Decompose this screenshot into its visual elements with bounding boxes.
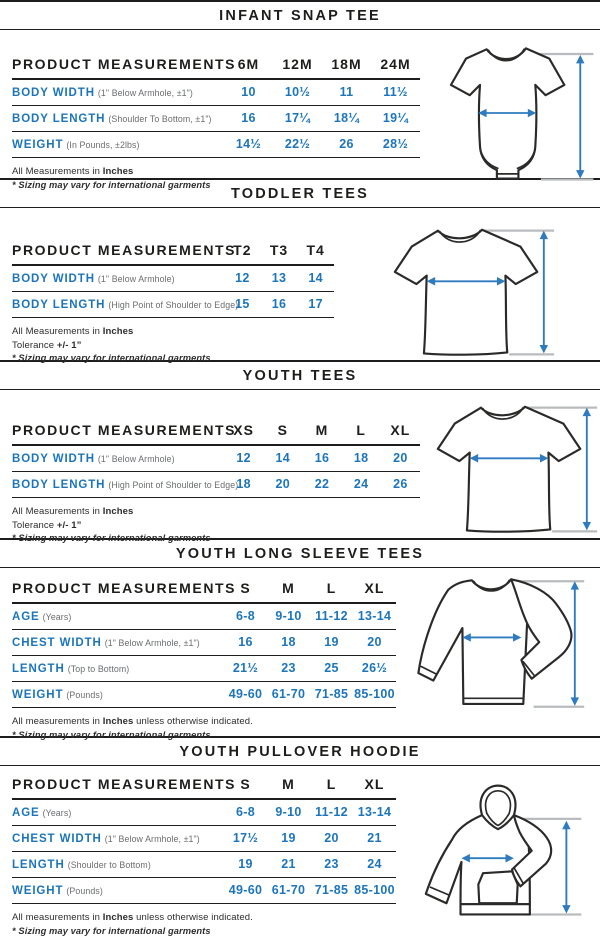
footnote-line bbox=[12, 729, 396, 743]
measurement-note: (Pounds) bbox=[66, 690, 103, 700]
size-column-header: 6M bbox=[224, 54, 273, 79]
footnote-text: +/- 1” bbox=[57, 520, 82, 531]
garment-illustration bbox=[396, 570, 600, 718]
measurement-note: (1" Below Armhole) bbox=[98, 274, 175, 284]
measurement-row-label bbox=[12, 852, 224, 878]
measurement-value: 17 bbox=[297, 292, 334, 318]
measurement-value: 61-70 bbox=[267, 878, 310, 904]
measurement-value: 61-70 bbox=[267, 682, 310, 708]
measurement-row bbox=[12, 878, 396, 904]
footnote-text: * Sizing may vary for international garments bbox=[12, 533, 211, 543]
garment-illustration bbox=[420, 38, 600, 188]
measurement-row-label bbox=[12, 79, 224, 106]
footnote-text: Tolerance bbox=[12, 340, 57, 351]
measurement-value: 18 bbox=[342, 445, 381, 472]
measurement-row bbox=[12, 630, 396, 656]
measurement-row bbox=[12, 106, 420, 132]
footnote-text: unless otherwise indicated. bbox=[133, 716, 253, 727]
footnote-text: All Measurements in bbox=[12, 506, 103, 517]
measurement-value: 17¼ bbox=[273, 106, 322, 132]
size-table bbox=[12, 240, 334, 318]
measurement-name: AGE bbox=[12, 807, 40, 819]
measurement-value: 16 bbox=[224, 630, 267, 656]
size-column-header: XS bbox=[224, 420, 263, 445]
measurement-value: 20 bbox=[353, 630, 396, 656]
long-sleeve-tee-drawing bbox=[409, 570, 587, 718]
measurement-value: 15 bbox=[224, 292, 261, 318]
measurement-row bbox=[12, 132, 420, 158]
measurement-note: (1" Below Armhole, ±1") bbox=[105, 834, 200, 844]
footnote-text: unless otherwise indicated. bbox=[133, 912, 253, 923]
measurement-value: 22½ bbox=[273, 132, 322, 158]
measurement-value: 24 bbox=[342, 472, 381, 498]
tee-drawing bbox=[378, 222, 556, 363]
measurement-note: (Top to Bottom) bbox=[68, 664, 130, 674]
size-chart-section bbox=[0, 538, 600, 736]
measurement-name: WEIGHT bbox=[12, 689, 63, 701]
section-header bbox=[0, 0, 600, 30]
measurement-value: 6-8 bbox=[224, 799, 267, 826]
measurement-row bbox=[12, 472, 420, 498]
measurement-name: CHEST WIDTH bbox=[12, 833, 102, 845]
measurement-note: (Shoulder to Bottom) bbox=[68, 860, 151, 870]
footnote-text: * Sizing may vary for international garments bbox=[12, 730, 211, 740]
measurement-row-label bbox=[12, 630, 224, 656]
size-chart-section bbox=[0, 736, 600, 926]
tee-outline bbox=[438, 407, 580, 532]
size-column-header: 18M bbox=[322, 54, 371, 79]
footnotes bbox=[12, 911, 396, 938]
size-column-header: M bbox=[267, 774, 310, 799]
measurement-value: 20 bbox=[263, 472, 302, 498]
measurement-value: 13 bbox=[261, 265, 298, 292]
length-measure-arrow bbox=[540, 231, 548, 354]
measurement-value: 19 bbox=[310, 630, 353, 656]
measurement-value: 12 bbox=[224, 445, 263, 472]
garment-illustration bbox=[420, 399, 600, 540]
section-body bbox=[0, 568, 600, 742]
measurement-row-label bbox=[12, 826, 224, 852]
size-table-header-row bbox=[12, 774, 396, 799]
measurement-row bbox=[12, 603, 396, 630]
section-title: INFANT SNAP TEE bbox=[0, 8, 600, 24]
size-column-header: 12M bbox=[273, 54, 322, 79]
measurement-value: 17½ bbox=[224, 826, 267, 852]
measurement-value: 71-85 bbox=[310, 682, 353, 708]
size-column-header: T2 bbox=[224, 240, 261, 265]
measurement-table-area bbox=[12, 420, 420, 546]
measurement-value: 49-60 bbox=[224, 878, 267, 904]
measurement-value: 14 bbox=[263, 445, 302, 472]
measurement-value: 16 bbox=[302, 445, 341, 472]
footnote-text: Inches bbox=[103, 166, 134, 177]
table-header-label: PRODUCT MEASUREMENTS bbox=[12, 578, 224, 603]
size-column-header: XL bbox=[381, 420, 420, 445]
section-body bbox=[0, 766, 600, 938]
footnote-text: * Sizing may vary for international garments bbox=[12, 180, 211, 190]
measurement-note: (Years) bbox=[43, 612, 72, 622]
size-column-header: XL bbox=[353, 774, 396, 799]
measurement-value: 13-14 bbox=[353, 603, 396, 630]
measurement-value: 18¼ bbox=[322, 106, 371, 132]
measurement-value: 11-12 bbox=[310, 799, 353, 826]
measurement-row bbox=[12, 826, 396, 852]
measurement-row bbox=[12, 799, 396, 826]
measurement-value: 19 bbox=[267, 826, 310, 852]
measurement-row-label bbox=[12, 265, 224, 292]
size-table-header-row bbox=[12, 578, 396, 603]
measurement-name: LENGTH bbox=[12, 663, 65, 675]
measurement-value: 13-14 bbox=[353, 799, 396, 826]
tee-drawing bbox=[421, 399, 599, 540]
footnote-text: All measurements in bbox=[12, 716, 103, 727]
measurement-value: 26½ bbox=[353, 656, 396, 682]
measurement-row bbox=[12, 656, 396, 682]
measurement-value: 18 bbox=[267, 630, 310, 656]
measurement-table-area bbox=[12, 54, 420, 192]
measurement-table-area bbox=[12, 774, 396, 938]
measurement-value: 14½ bbox=[224, 132, 273, 158]
measurement-name: BODY LENGTH bbox=[12, 113, 105, 125]
footnote-text: Inches bbox=[103, 716, 134, 727]
footnote-text: Inches bbox=[103, 912, 134, 923]
measurement-name: WEIGHT bbox=[12, 139, 63, 151]
measurement-value: 20 bbox=[381, 445, 420, 472]
measurement-name: WEIGHT bbox=[12, 885, 63, 897]
measurement-name: CHEST WIDTH bbox=[12, 637, 102, 649]
measurement-value: 19 bbox=[224, 852, 267, 878]
measurement-value: 21 bbox=[267, 852, 310, 878]
size-column-header: XL bbox=[353, 578, 396, 603]
measurement-note: (Shoulder To Bottom, ±1") bbox=[108, 114, 211, 124]
measurement-value: 11 bbox=[322, 79, 371, 106]
footnote-line bbox=[12, 339, 334, 353]
footnote-line bbox=[12, 505, 420, 519]
measurement-value: 19¼ bbox=[371, 106, 420, 132]
footnote-text: Tolerance bbox=[12, 520, 57, 531]
measurement-name: BODY LENGTH bbox=[12, 299, 105, 311]
measurement-name: BODY WIDTH bbox=[12, 453, 95, 465]
tee-outline bbox=[395, 230, 537, 355]
size-column-header: S bbox=[224, 578, 267, 603]
footnote-line bbox=[12, 519, 420, 533]
measurement-value: 20 bbox=[310, 826, 353, 852]
footnotes bbox=[12, 325, 334, 366]
measurement-row bbox=[12, 79, 420, 106]
section-body bbox=[0, 30, 600, 192]
size-table-header-row bbox=[12, 420, 420, 445]
measurement-note: (High Point of Shoulder to Edge) bbox=[108, 480, 238, 490]
measurement-value: 26 bbox=[381, 472, 420, 498]
measurement-row-label bbox=[12, 132, 224, 158]
footnote-text: All Measurements in bbox=[12, 326, 103, 337]
measurement-name: BODY LENGTH bbox=[12, 479, 105, 491]
measurement-value: 21½ bbox=[224, 656, 267, 682]
garment-illustration bbox=[396, 766, 600, 928]
section-body bbox=[0, 208, 600, 366]
measurement-row-label bbox=[12, 656, 224, 682]
footnote-line bbox=[12, 165, 420, 179]
size-column-header: L bbox=[310, 774, 353, 799]
measurement-row bbox=[12, 682, 396, 708]
measurement-value: 16 bbox=[224, 106, 273, 132]
footnote-text: All measurements in bbox=[12, 912, 103, 923]
measurement-value: 11½ bbox=[371, 79, 420, 106]
size-table-header-row bbox=[12, 54, 420, 79]
section-title: YOUTH PULLOVER HOODIE bbox=[0, 744, 600, 760]
footnote-text: +/- 1” bbox=[57, 340, 82, 351]
measurement-value: 85-100 bbox=[353, 878, 396, 904]
measurement-row bbox=[12, 265, 334, 292]
size-chart-section bbox=[0, 0, 600, 178]
hoodie-hem-band bbox=[461, 904, 530, 914]
footnote-line bbox=[12, 325, 334, 339]
measurement-row bbox=[12, 292, 334, 318]
measurement-row-label bbox=[12, 682, 224, 708]
size-column-header: M bbox=[302, 420, 341, 445]
kangaroo-pocket bbox=[478, 871, 517, 903]
measurement-value: 22 bbox=[302, 472, 341, 498]
measurement-value: 10 bbox=[224, 79, 273, 106]
size-column-header: S bbox=[263, 420, 302, 445]
garment-illustration bbox=[334, 222, 600, 363]
measurement-note: (1" Below Armhole, ±1") bbox=[98, 88, 193, 98]
size-chart-section bbox=[0, 360, 600, 538]
size-column-header: T4 bbox=[297, 240, 334, 265]
footnote-text: All Measurements in bbox=[12, 166, 103, 177]
measurement-name: LENGTH bbox=[12, 859, 65, 871]
measurement-value: 12 bbox=[224, 265, 261, 292]
measurement-value: 71-85 bbox=[310, 878, 353, 904]
measurement-value: 11-12 bbox=[310, 603, 353, 630]
footnote-line bbox=[12, 911, 396, 925]
measurement-value: 23 bbox=[267, 656, 310, 682]
footnote-line bbox=[12, 352, 334, 366]
measurement-table-area bbox=[12, 240, 334, 366]
measurement-value: 26 bbox=[322, 132, 371, 158]
measurement-row-label bbox=[12, 445, 224, 472]
measurement-note: (Pounds) bbox=[66, 886, 103, 896]
measurement-row-label bbox=[12, 799, 224, 826]
measurement-value: 10½ bbox=[273, 79, 322, 106]
measurement-note: (1" Below Armhole, ±1") bbox=[105, 638, 200, 648]
table-header-label: PRODUCT MEASUREMENTS bbox=[12, 774, 224, 799]
length-measure-arrow bbox=[583, 408, 591, 531]
section-title: TODDLER TEES bbox=[0, 186, 600, 202]
measurement-name: BODY WIDTH bbox=[12, 273, 95, 285]
measurement-value: 16 bbox=[261, 292, 298, 318]
measurement-value: 18 bbox=[224, 472, 263, 498]
hoodie-drawing bbox=[409, 766, 587, 928]
length-measure-arrow bbox=[576, 55, 584, 179]
footnote-text: * Sizing may vary for international garments bbox=[12, 926, 211, 936]
section-title: YOUTH LONG SLEEVE TEES bbox=[0, 546, 600, 562]
size-column-header: L bbox=[342, 420, 381, 445]
table-header-label: PRODUCT MEASUREMENTS bbox=[12, 54, 224, 79]
size-column-header: L bbox=[310, 578, 353, 603]
measurement-value: 23 bbox=[310, 852, 353, 878]
measurement-note: (Years) bbox=[43, 808, 72, 818]
size-table-header-row bbox=[12, 240, 334, 265]
length-measure-arrow bbox=[571, 581, 579, 706]
size-column-header: S bbox=[224, 774, 267, 799]
footnotes bbox=[12, 505, 420, 546]
size-table bbox=[12, 774, 396, 904]
measurement-row bbox=[12, 445, 420, 472]
measurement-name: AGE bbox=[12, 611, 40, 623]
measurement-note: (1" Below Armhole) bbox=[98, 454, 175, 464]
size-table bbox=[12, 420, 420, 498]
measurement-value: 25 bbox=[310, 656, 353, 682]
size-column-header: 24M bbox=[371, 54, 420, 79]
measurement-value: 28½ bbox=[371, 132, 420, 158]
footnote-text: Inches bbox=[103, 326, 134, 337]
section-body bbox=[0, 390, 600, 546]
size-table bbox=[12, 578, 396, 708]
measurement-row bbox=[12, 852, 396, 878]
measurement-value: 21 bbox=[353, 826, 396, 852]
table-header-label: PRODUCT MEASUREMENTS bbox=[12, 240, 224, 265]
table-header-label: PRODUCT MEASUREMENTS bbox=[12, 420, 224, 445]
measurement-value: 6-8 bbox=[224, 603, 267, 630]
measurement-value: 9-10 bbox=[267, 799, 310, 826]
section-title: YOUTH TEES bbox=[0, 368, 600, 384]
footnote-line bbox=[12, 925, 396, 938]
measurement-value: 85-100 bbox=[353, 682, 396, 708]
footnote-line bbox=[12, 532, 420, 546]
size-table bbox=[12, 54, 420, 158]
measurement-value: 14 bbox=[297, 265, 334, 292]
infant-onesie-drawing bbox=[421, 38, 599, 188]
measurement-table-area bbox=[12, 578, 396, 742]
size-column-header: M bbox=[267, 578, 310, 603]
size-chart-section bbox=[0, 178, 600, 360]
measurement-row-label bbox=[12, 106, 224, 132]
measurement-row-label bbox=[12, 472, 224, 498]
measurement-name: BODY WIDTH bbox=[12, 87, 95, 99]
measurement-value: 49-60 bbox=[224, 682, 267, 708]
footnote-text: Inches bbox=[103, 506, 134, 517]
length-measure-arrow bbox=[562, 821, 570, 914]
measurement-value: 24 bbox=[353, 852, 396, 878]
footnote-text: * Sizing may vary for international garments bbox=[12, 353, 211, 363]
measurement-row-label bbox=[12, 603, 224, 630]
size-column-header: T3 bbox=[261, 240, 298, 265]
measurement-row-label bbox=[12, 292, 224, 318]
measurement-note: (In Pounds, ±2lbs) bbox=[66, 140, 139, 150]
footnote-line bbox=[12, 715, 396, 729]
measurement-row-label bbox=[12, 878, 224, 904]
measurement-note: (High Point of Shoulder to Edge) bbox=[108, 300, 238, 310]
measurement-value: 9-10 bbox=[267, 603, 310, 630]
footnotes bbox=[12, 715, 396, 742]
